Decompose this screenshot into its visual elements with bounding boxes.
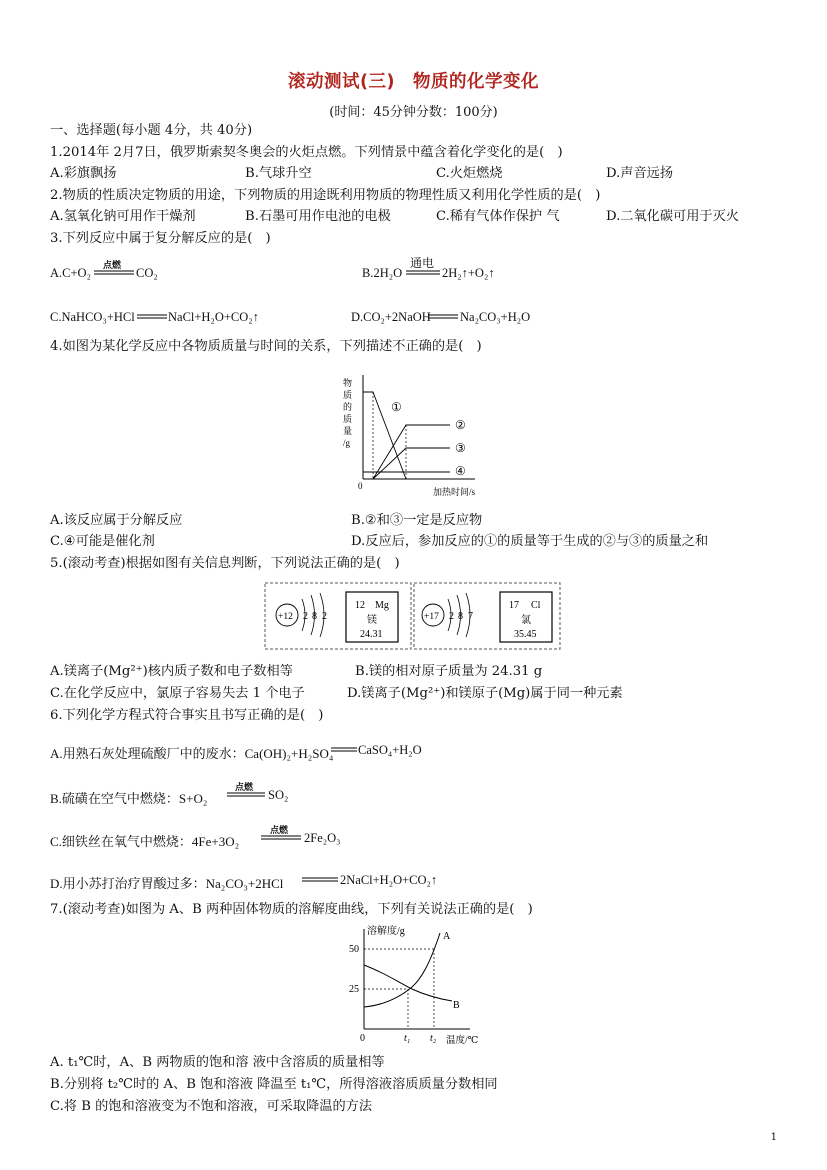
q7-ylabel: 溶解度/g	[367, 926, 405, 937]
q6-stem: 6.下列化学方程式符合事实且书写正确的是( )	[50, 708, 324, 723]
q5-option-b: B.镁的相对原子质量为 24.31 g	[355, 664, 543, 679]
q1-stem: 1.2014年 2月7日，俄罗斯索契冬奥会的火炬点燃。下列情景中蕴含着化学变化的是( )	[50, 145, 563, 160]
q5-cl-number: 17	[509, 600, 519, 611]
q5-cl-shell-count-3: 7	[468, 611, 473, 622]
section-heading: 一、选择题(每小题 4分，共 40分)	[50, 123, 253, 138]
q4-xlabel: 加热时间/s	[433, 487, 476, 497]
q5-cl-symbol: Cl	[531, 600, 541, 611]
q4-label-3: ③	[455, 441, 466, 455]
q3-b-left: B.2H₂O	[362, 266, 403, 280]
q3-a-equals	[94, 270, 134, 276]
q4-ylabel-0: 物	[343, 378, 353, 388]
q7-curve-b-label: B	[453, 1000, 460, 1011]
q3-d-equals	[428, 314, 458, 320]
q3-d-right: Na₂CO₃+H₂O	[460, 310, 531, 324]
q4-ylabel-1: 质	[343, 390, 353, 400]
q2-option-a: A.氢氧化钠可用作干燥剂	[50, 209, 196, 224]
q6-a-equals	[331, 747, 357, 753]
q4-ylabel-3: 质	[343, 414, 353, 424]
q5-mg-name: 镁	[367, 615, 377, 626]
q3-stem: 3.下列反应中属于复分解反应的是( )	[50, 231, 271, 246]
q5-cl-name: 氯	[521, 615, 531, 626]
q4-origin: 0	[358, 481, 363, 491]
q5-mg-shell-count-1: 2	[303, 611, 308, 622]
q4-line-2	[363, 425, 450, 479]
q6-c-condition: 点燃	[270, 826, 289, 836]
q5-mg-shell-count-2: 8	[312, 611, 317, 622]
page-subtitle: (时间：45分钟分数：100分)	[329, 105, 498, 120]
q5-cl-mass: 35.45	[514, 629, 537, 640]
q1-option-a: A.彩旗飘扬	[50, 166, 117, 181]
q5-option-c: C.在化学反应中，氯原子容易失去 1 个电子	[50, 686, 305, 701]
q2-option-d: D.二氧化碳可用于灭火	[606, 209, 739, 224]
q5-option-d: D.镁离子(Mg²⁺)和镁原子(Mg)属于同一种元素	[347, 686, 623, 701]
q4-ylabel-2: 的	[343, 402, 353, 412]
q5-mg-shell-count-3: 2	[322, 611, 327, 622]
q3-c-right: NaCl+H₂O+CO₂↑	[168, 310, 259, 324]
q6-c-equals	[261, 835, 301, 841]
q7-stem: 7.(滚动考查)如图为 A、B 两种固体物质的溶解度曲线，下列有关说法正确的是( )	[50, 902, 533, 917]
q2-option-c: C.稀有气体作保护 气	[436, 209, 560, 224]
q7-xtick-t2: t₂	[430, 1033, 437, 1044]
q5-mg-mass: 24.31	[360, 629, 383, 640]
page-number: 1	[770, 1132, 777, 1143]
q7-curve-a-label: A	[443, 931, 451, 942]
q6-c-left: C.细铁丝在氧气中燃烧：4Fe+3O₂	[50, 834, 240, 849]
q4-option-d: D.反应后，参加反应的①的质量等于生成的②与③的质量之和	[351, 534, 709, 549]
q6-a-right: CaSO₄+H₂O	[358, 743, 422, 757]
q5-cl-shell-count-1: 2	[449, 611, 454, 622]
q4-ylabel	[343, 377, 352, 448]
q6-b-left: B.硫磺在空气中燃烧：S+O₂	[50, 791, 208, 806]
q7-ytick-50: 50	[349, 944, 359, 955]
q5-mg-number: 12	[355, 600, 365, 611]
q4-option-c: C.④可能是催化剂	[50, 534, 155, 549]
q3-d-left: D.CO₂+2NaOH	[351, 310, 431, 324]
q3-b-condition: 通电	[410, 256, 435, 270]
q7-xtick-0: 0	[360, 1033, 365, 1044]
q7-ytick-25: 25	[349, 984, 359, 995]
q4-option-a: A.该反应属于分解反应	[50, 513, 183, 528]
q7-solubility-graph	[340, 925, 490, 1050]
q7-option-a: A. t₁℃时，A、B 两物质的饱和溶 液中含溶质的质量相等	[50, 1055, 385, 1070]
q1-option-b: B.气球升空	[245, 166, 312, 181]
q4-stem: 4.如图为某化学反应中各物质质量与时间的关系，下列描述不正确的是( )	[50, 339, 482, 354]
q5-cl-shell-count-2: 8	[458, 611, 463, 622]
q6-b-condition: 点燃	[235, 783, 254, 793]
q7-curve-b	[364, 965, 452, 1001]
q4-label-1: ①	[391, 400, 402, 414]
q5-stem: 5.(滚动考查)根据如图有关信息判断，下列说法正确的是( )	[50, 556, 400, 571]
q5-mg-symbol: Mg	[375, 600, 389, 611]
page-title: 滚动测试(三) 物质的化学变化	[288, 72, 539, 92]
q4-option-b: B.②和③一定是反应物	[351, 513, 483, 528]
q7-xlabel: 温度/℃	[446, 1036, 479, 1046]
q4-ylabel-5: /g	[343, 438, 351, 448]
q3-a-left: A.C+O₂	[50, 266, 91, 280]
q3-c-equals	[137, 314, 167, 320]
q4-label-2: ②	[455, 418, 466, 432]
q5-atom-figure	[263, 581, 563, 653]
q3-a-condition: 点燃	[103, 261, 122, 271]
q3-a-right: CO₂	[136, 266, 158, 280]
q6-d-equals	[302, 877, 338, 883]
q3-c-left: C.NaHCO₃+HCl	[50, 310, 135, 324]
q1-option-c: C.火炬燃烧	[436, 166, 503, 181]
q3-b-equals	[406, 270, 440, 276]
q1-option-d: D.声音远扬	[606, 166, 674, 181]
q6-b-equals	[227, 792, 265, 798]
q6-a-left: A.用熟石灰处理硫酸厂中的废水：Ca(OH)₂+H₂SO₄	[50, 746, 334, 761]
q4-ylabel-4: 量	[343, 426, 353, 436]
q2-option-b: B.石墨可用作电池的电极	[245, 209, 391, 224]
q5-cl-nucleus-label: +17	[424, 612, 439, 622]
q4-label-4: ④	[455, 464, 466, 478]
q5-option-a: A.镁离子(Mg²⁺)核内质子数和电子数相等	[50, 664, 293, 679]
q6-b-right: SO₂	[268, 788, 289, 802]
q7-option-b: B.分别将 t₂℃时的 A、B 饱和溶液 降温至 t₁℃，所得溶液溶质质量分数相同	[50, 1077, 498, 1092]
q7-option-c: C.将 B 的饱和溶液变为不饱和溶液，可采取降温的方法	[50, 1099, 373, 1114]
q6-c-right: 2Fe₂O₃	[304, 831, 341, 845]
q7-xtick-t1: t₁	[404, 1033, 411, 1044]
q3-b-right: 2H₂↑+O₂↑	[442, 266, 495, 280]
q6-d-right: 2NaCl+H₂O+CO₂↑	[340, 873, 438, 887]
q4-mass-time-graph	[340, 375, 520, 500]
q5-mg-nucleus-label: +12	[278, 612, 293, 622]
q6-d-left: D.用小苏打治疗胃酸过多：Na₂CO₃+2HCl	[50, 876, 284, 891]
q2-stem: 2.物质的性质决定物质的用途，下列物质的用途既利用物质的物理性质又利用化学性质的是( )	[50, 188, 601, 203]
